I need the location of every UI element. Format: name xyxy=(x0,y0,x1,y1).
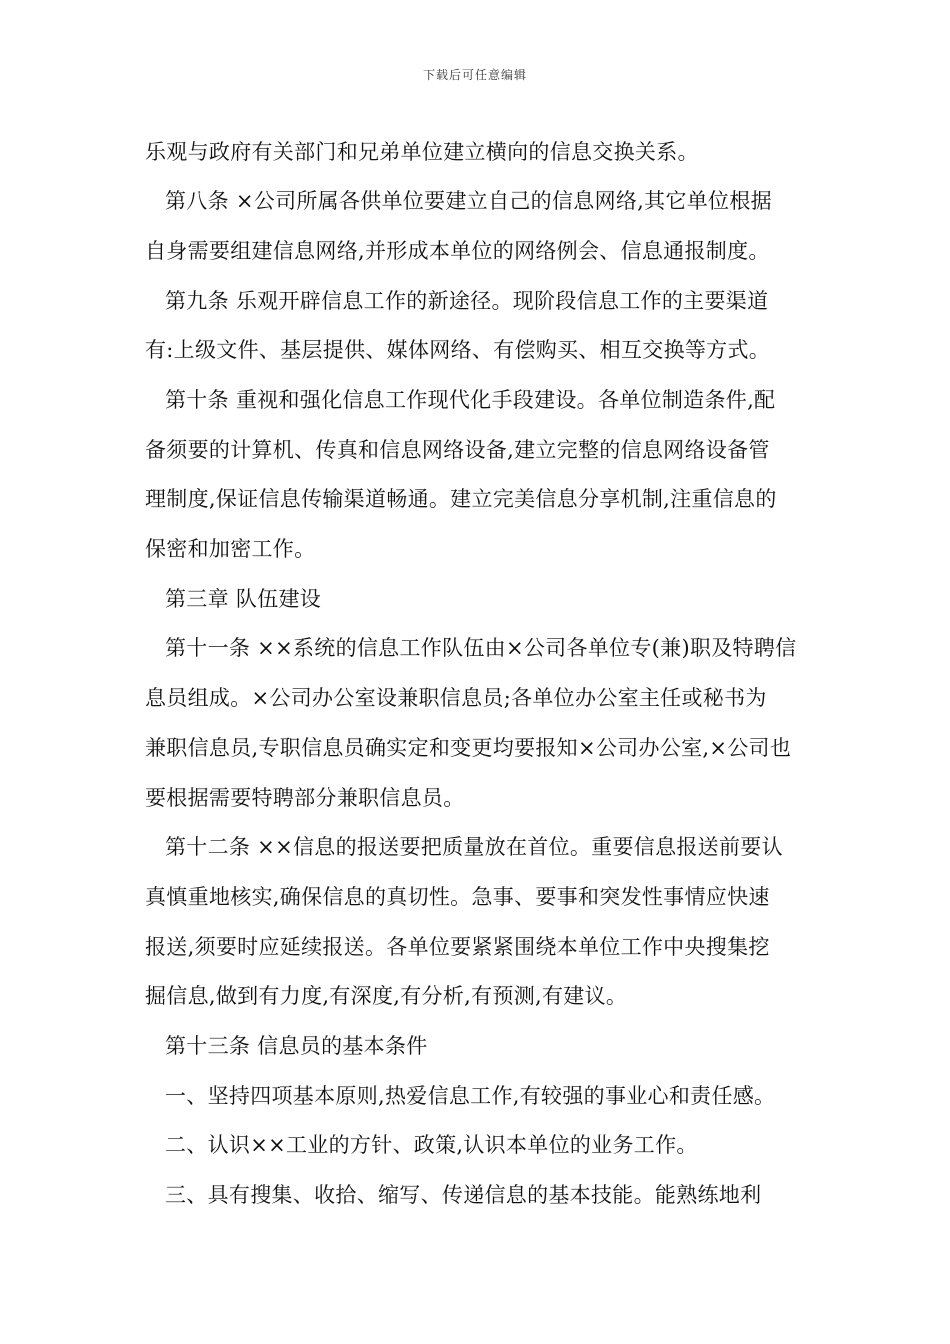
text-line: 一、坚持四项基本原则,热爱信息工作,有较强的事业心和责任感。 xyxy=(165,1084,776,1108)
text-line: 第八条 ×公司所属各供单位要建立自己的信息网络,其它单位根据 xyxy=(165,189,772,213)
text-line: 三、具有搜集、收拾、缩写、传递信息的基本技能。能熟练地利 xyxy=(165,1183,762,1207)
text-line: 保密和加密工作。 xyxy=(145,537,316,561)
text-line: 二、认识××工业的方针、政策,认识本单位的业务工作。 xyxy=(165,1133,698,1157)
page-header: 下载后可任意编辑 xyxy=(422,68,527,82)
text-line: 真慎重地核实,确保信息的真切性。急事、要事和突发性事情应快速 xyxy=(145,885,770,909)
text-line: 理制度,保证信息传输渠道畅通。建立完美信息分享机制,注重信息的 xyxy=(145,487,777,511)
text-line: 第十一条 ××系统的信息工作队伍由×公司各单位专(兼)职及特聘信 xyxy=(165,636,797,660)
text-line: 第九条 乐观开辟信息工作的新途径。现阶段信息工作的主要渠道 xyxy=(165,289,769,313)
text-line: 第十二条 ××信息的报送要把质量放在首位。重要信息报送前要认 xyxy=(165,835,783,859)
text-line: 掘信息,做到有力度,有深度,有分析,有预测,有建议。 xyxy=(145,984,628,1008)
text-line: 第十三条 信息员的基本条件 xyxy=(165,1034,428,1058)
text-line: 备须要的计算机、传真和信息网络设备,建立完整的信息网络设备管 xyxy=(145,438,770,462)
text-line: 息员组成。×公司办公室设兼职信息员;各单位办公室主任或秘书为 xyxy=(145,686,767,710)
text-line: 自身需要组建信息网络,并形成本单位的网络例会、信息通报制度。 xyxy=(145,239,770,263)
text-line: 要根据需要特聘部分兼职信息员。 xyxy=(145,786,465,810)
text-line: 乐观与政府有关部门和兄弟单位建立横向的信息交换关系。 xyxy=(145,140,699,164)
section-heading: 第三章 队伍建设 xyxy=(165,587,322,611)
text-line: 兼职信息员,专职信息员确实定和变更均要报知×公司办公室,×公司也 xyxy=(145,736,792,760)
text-line: 第十条 重视和强化信息工作现代化手段建设。各单位制造条件,配 xyxy=(165,388,776,412)
text-line: 有:上级文件、基层提供、媒体网络、有偿购买、相互交换等方式。 xyxy=(145,338,771,362)
text-line: 报送,须要时应延续报送。各单位要紧紧围绕本单位工作中央搜集挖 xyxy=(145,935,770,959)
